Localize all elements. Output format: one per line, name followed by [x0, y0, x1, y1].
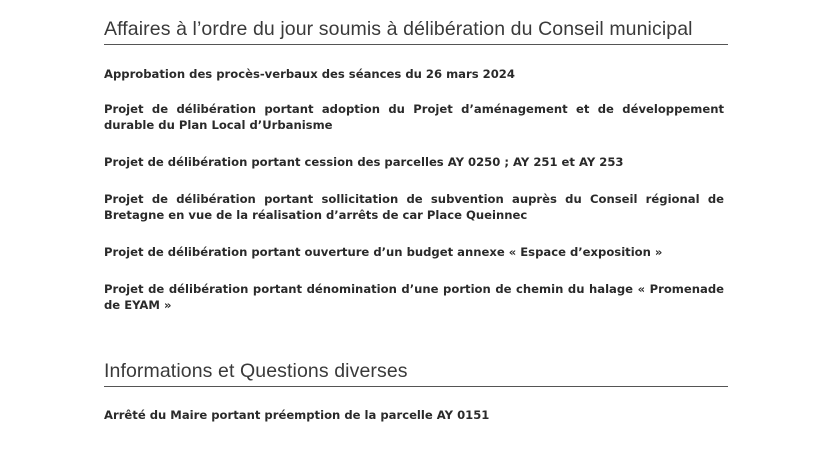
- agenda-item: Projet de délibération portant dénomination d’une portion de chemin du halage « Promenade de EYAM »: [104, 282, 724, 312]
- agenda-item: Projet de délibération portant cession des parcelles AY 0250 ; AY 251 et AY 253: [104, 155, 624, 169]
- section-heading-information: Informations et Questions diverses: [104, 359, 728, 387]
- information-item: Arrêté du Maire portant préemption de la parcelle AY 0151: [104, 408, 490, 422]
- agenda-item: Approbation des procès-verbaux des séances du 26 mars 2024: [104, 67, 515, 81]
- agenda-item: Projet de délibération portant adoption du Projet d’aménagement et de développement durable du Plan Local d’Urbanisme: [104, 102, 724, 132]
- section-heading-agenda: Affaires à l’ordre du jour soumis à délibération du Conseil municipal: [104, 17, 728, 45]
- agenda-item: Projet de délibération portant sollicitation de subvention auprès du Conseil régional de Bretagne en vue de la réalisation d’arrêts de car Place Queinnec: [104, 192, 724, 222]
- agenda-item: Projet de délibération portant ouverture d’un budget annexe « Espace d’exposition »: [104, 245, 663, 259]
